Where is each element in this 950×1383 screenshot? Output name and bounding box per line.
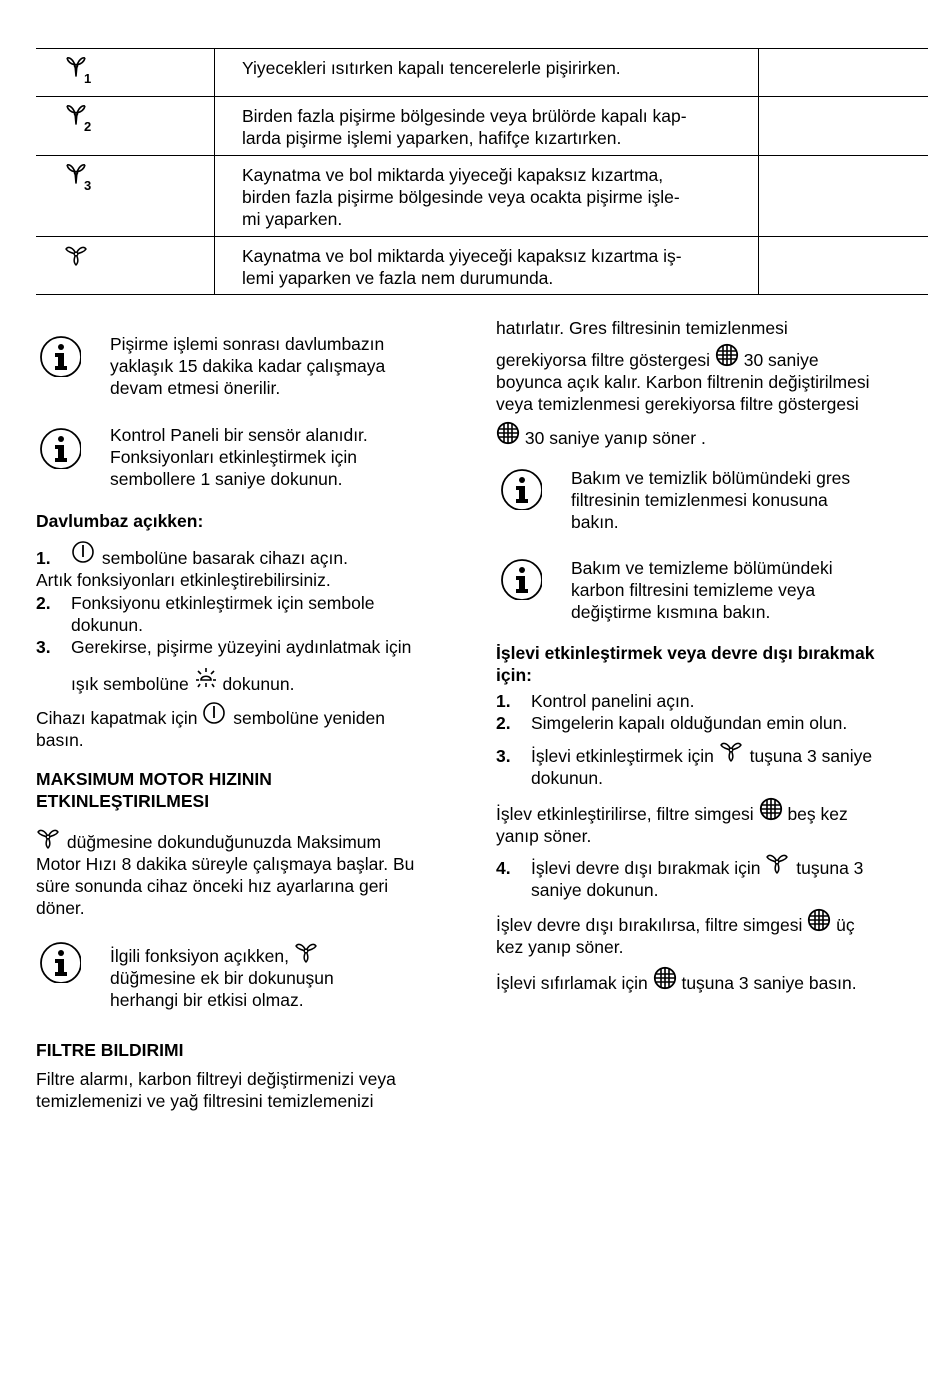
filter-grid-icon	[496, 421, 520, 445]
svg-text:2: 2	[84, 119, 92, 133]
list-item-continued: ışık sembolüne dokunun.	[71, 666, 294, 695]
info-icon	[500, 558, 542, 600]
info-icon	[500, 468, 542, 510]
fan-boost-icon	[719, 739, 745, 763]
list-item: 1. Kontrol panelini açın.	[496, 691, 695, 711]
info-icon	[39, 941, 81, 983]
list-item: 3. Gerekirse, pişirme yüzeyini aydınlatmak için	[36, 637, 412, 657]
info-icon	[39, 427, 81, 469]
paragraph: Cihazı kapatmak için sembolüne yeniden basın.	[36, 701, 466, 751]
list-item: 4. İşlevi devre dışı bırakmak için tuşuna 3 saniye dokunun.	[496, 851, 936, 901]
list-item: 3. İşlevi etkinleştirmek için tuşuna 3 saniye dokunun.	[496, 739, 936, 789]
filter-grid-icon	[759, 797, 783, 821]
info-note-carbon-filter: Bakım ve temizleme bölümündeki karbon filtresini temizleme veya değiştirme kısmına bakın.	[571, 558, 833, 622]
filter-grid-icon	[715, 343, 739, 367]
info-note-grease-filter: Bakım ve temizlik bölümündeki gres filtresinin temizlenmesi konusuna bakın.	[571, 468, 851, 532]
info-note-sensor: Kontrol Paneli bir sensör alanıdır. Fonksiyonları etkinleştirmek için sembollere 1 saniye dokunun.	[110, 425, 368, 489]
paragraph: İşlev devre dışı bırakılırsa, filtre simgesi üç kez yanıp söner.	[496, 908, 936, 958]
filter-grid-icon	[807, 908, 831, 932]
fan-boost-icon	[36, 826, 62, 850]
paragraph: Filtre alarmı, karbon filtreyi değiştirmenizi veya temizlemenizi ve yağ filtresini temizlemenizi	[36, 1069, 396, 1111]
table-row	[36, 49, 928, 97]
section-heading: Davlumbaz açıkken:	[36, 511, 204, 531]
info-note-boost: İlgili fonksiyon açıkken, düğmesine ek bir dokunuşun herhangi bir etkisi olmaz.	[110, 940, 440, 1011]
table-row	[36, 156, 928, 237]
paragraph: İşlevi sıfırlamak için tuşuna 3 saniye basın.	[496, 966, 936, 994]
svg-text:3: 3	[84, 178, 92, 192]
filter-grid-icon	[653, 966, 677, 990]
section-heading: İşlevi etkinleştirmek veya devre dışı bırakmak için:	[496, 643, 875, 685]
power-icon	[202, 701, 228, 727]
section-heading: FILTRE BILDIRIMI	[36, 1040, 184, 1060]
svg-text:1: 1	[84, 71, 92, 85]
paragraph: düğmesine dokunduğunuzda Maksimum Motor Hızı 8 dakika süreyle çalışmaya başlar. Bu süre sonunda cihaz önceki hız ayarlarına geri döner.	[36, 826, 476, 919]
list-item: 2. Fonksiyonu etkinleştirmek için sembole dokunun.	[36, 593, 375, 635]
list-item: 2. Simgelerin kapalı olduğundan emin olun.	[496, 713, 848, 733]
fan-boost-icon	[765, 851, 791, 875]
table-cell-description: Birden fazla pişirme bölgesinde veya brülörde kapalı kap- larda pişirme işlemi yaparken, hafifçe kızartırken.	[215, 97, 759, 156]
table-row	[36, 97, 928, 156]
list-item: 1. sembolüne basarak cihazı açın.	[36, 540, 348, 569]
fan-speed-table	[36, 48, 928, 295]
paragraph: gerekiyorsa filtre göstergesi 30 saniye boyunca açık kalır. Karbon filtrenin değiştirilmesi veya temizlenmesi gerekiyorsa filtre göstergesi 30 saniye yanıp söner .	[496, 343, 936, 449]
light-icon	[194, 666, 218, 690]
power-icon	[71, 540, 97, 566]
table-cell-description: Kaynatma ve bol miktarda yiyeceği kapaksız kızartma iş- lemi yaparken ve fazla nem durumunda.	[215, 237, 759, 295]
fan-boost-icon	[294, 940, 320, 964]
table-cell-description: Yiyecekleri ısıtırken kapalı tencerelerle pişirirken.	[215, 49, 759, 97]
paragraph: İşlev etkinleştirilirse, filtre simgesi beş kez yanıp söner.	[496, 797, 936, 847]
paragraph: hatırlatır. Gres filtresinin temizlenmesi	[496, 318, 788, 338]
info-icon	[39, 335, 81, 377]
info-note-run-after: Pişirme işlemi sonrası davlumbazın yaklaşık 15 dakika kadar çalışmaya devam etmesi önerilir.	[110, 334, 386, 398]
fan-speed-2-icon	[64, 103, 98, 133]
fan-boost-icon	[64, 243, 98, 273]
table-cell-description: Kaynatma ve bol miktarda yiyeceği kapaksız kızartma, birden fazla pişirme bölgesinde veya ocakta pişirme işle- mi yaparken.	[215, 156, 759, 237]
fan-speed-3-icon	[64, 162, 98, 192]
section-heading: MAKSIMUM MOTOR HIZININ ETKINLEŞTIRILMESI	[36, 769, 272, 811]
paragraph: Artık fonksiyonları etkinleştirebilirsiniz.	[36, 570, 331, 590]
fan-speed-1-icon	[64, 55, 98, 85]
table-row	[36, 237, 928, 295]
